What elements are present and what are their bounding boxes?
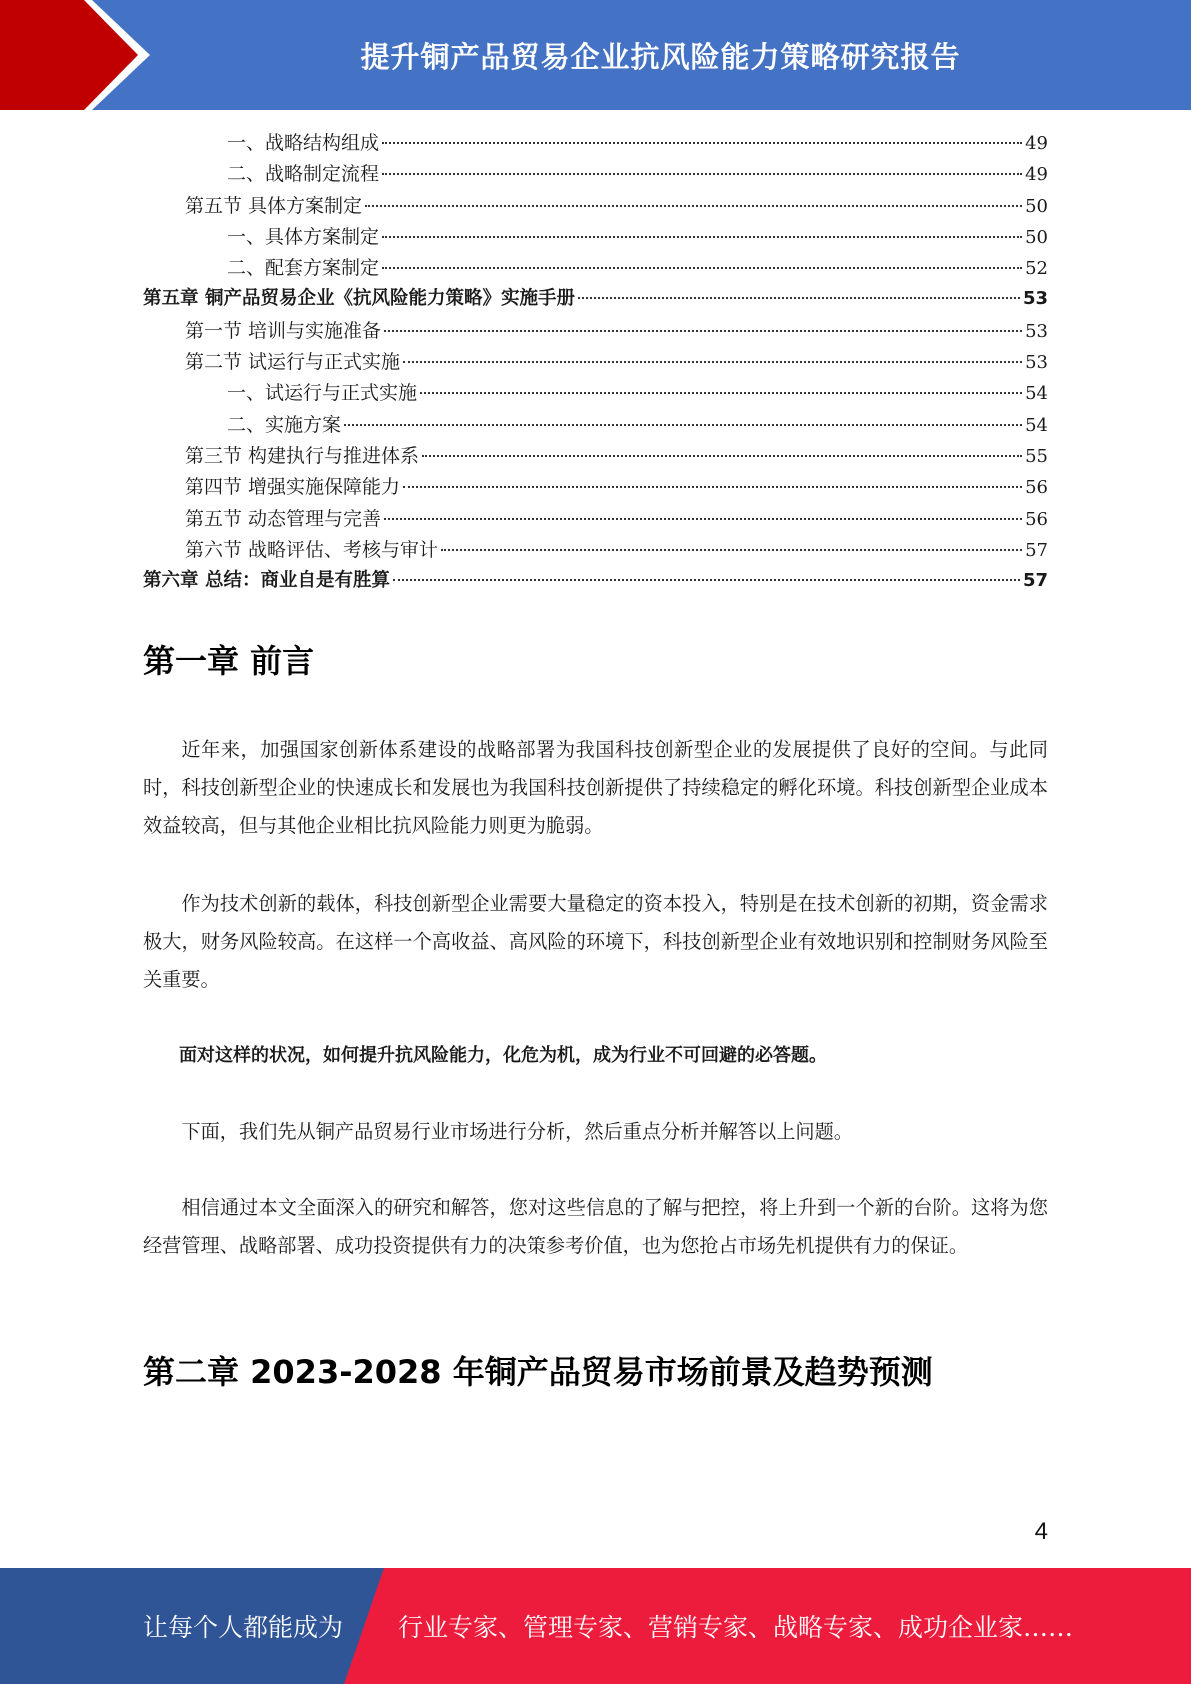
paragraph: 作为技术创新的载体，科技创新型企业需要大量稳定的资本投入，特别是在技术创新的初期，资金需求极大，财务风险较高。在这样一个高收益、高风险的环境下，科技创新型企业有效地识别和控制财务风险至关重要。 bbox=[143, 892, 1048, 991]
header-banner bbox=[0, 0, 1191, 110]
toc-leader-dots bbox=[420, 392, 1022, 394]
toc-entry-title: 第五节 具体方案制定 bbox=[185, 194, 363, 217]
toc-leader-dots bbox=[384, 330, 1022, 332]
page-number: 4 bbox=[1034, 1518, 1048, 1545]
toc-leader-dots bbox=[382, 267, 1022, 269]
toc-entry-title: 第六节 战略评估、考核与审计 bbox=[185, 538, 439, 561]
toc-entry[interactable] bbox=[143, 316, 1048, 347]
toc-entry[interactable] bbox=[143, 284, 1048, 315]
paragraph: 近年来，加强国家创新体系建设的战略部署为我国科技创新型企业的发展提供了良好的空间。与此同时，科技创新型企业的快速成长和发展也为我国科技创新提供了持续稳定的孵化环境。科技创新型企业成本效益较高，但与其他企业相比抗风险能力则更为脆弱。 bbox=[143, 738, 1048, 837]
toc-leader-dots bbox=[578, 297, 1020, 299]
toc-entry[interactable] bbox=[143, 159, 1048, 190]
toc-entry[interactable] bbox=[143, 410, 1048, 441]
toc-entry-page: 57 bbox=[1022, 570, 1048, 592]
toc-entry-title: 二、配套方案制定 bbox=[227, 257, 380, 280]
toc-entry-page: 54 bbox=[1025, 414, 1048, 436]
toc-entry-title: 一、具体方案制定 bbox=[227, 225, 380, 248]
toc-leader-dots bbox=[403, 361, 1022, 363]
report-title: 提升铜产品贸易企业抗风险能力策略研究报告 bbox=[360, 39, 961, 74]
toc-leader-dots bbox=[403, 486, 1022, 488]
toc-entry-title: 第六章 总结：商业自是有胜算 bbox=[143, 570, 390, 592]
toc-leader-dots bbox=[344, 424, 1022, 426]
toc-entry-page: 53 bbox=[1025, 352, 1048, 374]
toc-entry-title: 第三节 构建执行与推进体系 bbox=[185, 444, 420, 467]
toc-entry-page: 56 bbox=[1025, 477, 1048, 499]
toc-entry[interactable] bbox=[143, 128, 1048, 159]
toc-entry[interactable] bbox=[143, 347, 1048, 378]
toc-entry-title: 第一节 培训与实施准备 bbox=[185, 319, 382, 342]
header-arrow-decoration bbox=[0, 0, 160, 110]
toc-entry-page: 53 bbox=[1025, 320, 1048, 342]
toc-entry[interactable] bbox=[143, 535, 1048, 566]
toc-entry-title: 一、试运行与正式实施 bbox=[227, 382, 418, 405]
toc-entry-page: 49 bbox=[1025, 164, 1048, 186]
toc-entry-page: 50 bbox=[1025, 195, 1048, 217]
toc-leader-dots bbox=[393, 579, 1020, 581]
toc-leader-dots bbox=[384, 518, 1022, 520]
footer-slogan-right: 行业专家、管理专家、营销专家、战略专家、成功企业家…… bbox=[398, 1613, 1074, 1642]
toc-entry-title: 第五节 动态管理与完善 bbox=[185, 507, 382, 530]
toc-leader-dots bbox=[365, 205, 1022, 207]
toc-entry-page: 54 bbox=[1025, 383, 1048, 405]
chapter-2-heading: 第二章 2023-2028 年铜产品贸易市场前景及趋势预测 bbox=[143, 1353, 933, 1391]
toc-entry[interactable] bbox=[143, 441, 1048, 472]
toc-leader-dots bbox=[422, 455, 1022, 457]
paragraph: 下面，我们先从铜产品贸易行业市场进行分析，然后重点分析并解答以上问题。 bbox=[181, 1120, 853, 1143]
toc-entry-title: 第二节 试运行与正式实施 bbox=[185, 351, 401, 374]
footer-slogan-left: 让每个人都能成为 bbox=[143, 1613, 344, 1642]
toc-leader-dots bbox=[382, 236, 1022, 238]
toc-entry-page: 57 bbox=[1025, 539, 1048, 561]
toc-entry-page: 50 bbox=[1025, 226, 1048, 248]
toc-leader-dots bbox=[382, 173, 1022, 175]
toc-entry-title: 一、战略结构组成 bbox=[227, 132, 380, 154]
toc-entry-title: 二、实施方案 bbox=[227, 413, 342, 436]
toc-entry-page: 53 bbox=[1022, 288, 1048, 310]
toc-leader-dots bbox=[382, 142, 1022, 144]
toc-entry[interactable] bbox=[143, 566, 1048, 597]
toc-entry-title: 二、战略制定流程 bbox=[227, 163, 380, 186]
toc-entry-page: 55 bbox=[1025, 445, 1048, 467]
toc-entry[interactable] bbox=[143, 191, 1048, 222]
toc-leader-dots bbox=[441, 549, 1022, 551]
toc-entry-title: 第四节 增强实施保障能力 bbox=[185, 476, 401, 499]
toc-entry[interactable] bbox=[143, 253, 1048, 284]
chapter-1-heading: 第一章 前言 bbox=[143, 642, 315, 680]
toc-entry-page: 56 bbox=[1025, 508, 1048, 530]
toc-entry[interactable] bbox=[143, 472, 1048, 503]
footer-banner bbox=[0, 1568, 1191, 1684]
toc-entry[interactable] bbox=[143, 222, 1048, 253]
toc-entry-page: 49 bbox=[1025, 133, 1048, 154]
toc-entry[interactable] bbox=[143, 504, 1048, 535]
emphasis-paragraph: 面对这样的状况，如何提升抗风险能力，化危为机，成为行业不可回避的必答题。 bbox=[179, 1045, 827, 1066]
toc-entry-title: 第五章 铜产品贸易企业《抗风险能力策略》实施手册 bbox=[143, 288, 575, 310]
toc-entry-page: 52 bbox=[1025, 258, 1048, 280]
toc-entry[interactable] bbox=[143, 378, 1048, 409]
table-of-contents bbox=[143, 128, 1048, 597]
paragraph: 相信通过本文全面深入的研究和解答，您对这些信息的了解与把控，将上升到一个新的台阶。这将为您经营管理、战略部署、成功投资提供有力的决策参考价值，也为您抢占市场先机提供有力的保证。 bbox=[143, 1196, 1048, 1257]
